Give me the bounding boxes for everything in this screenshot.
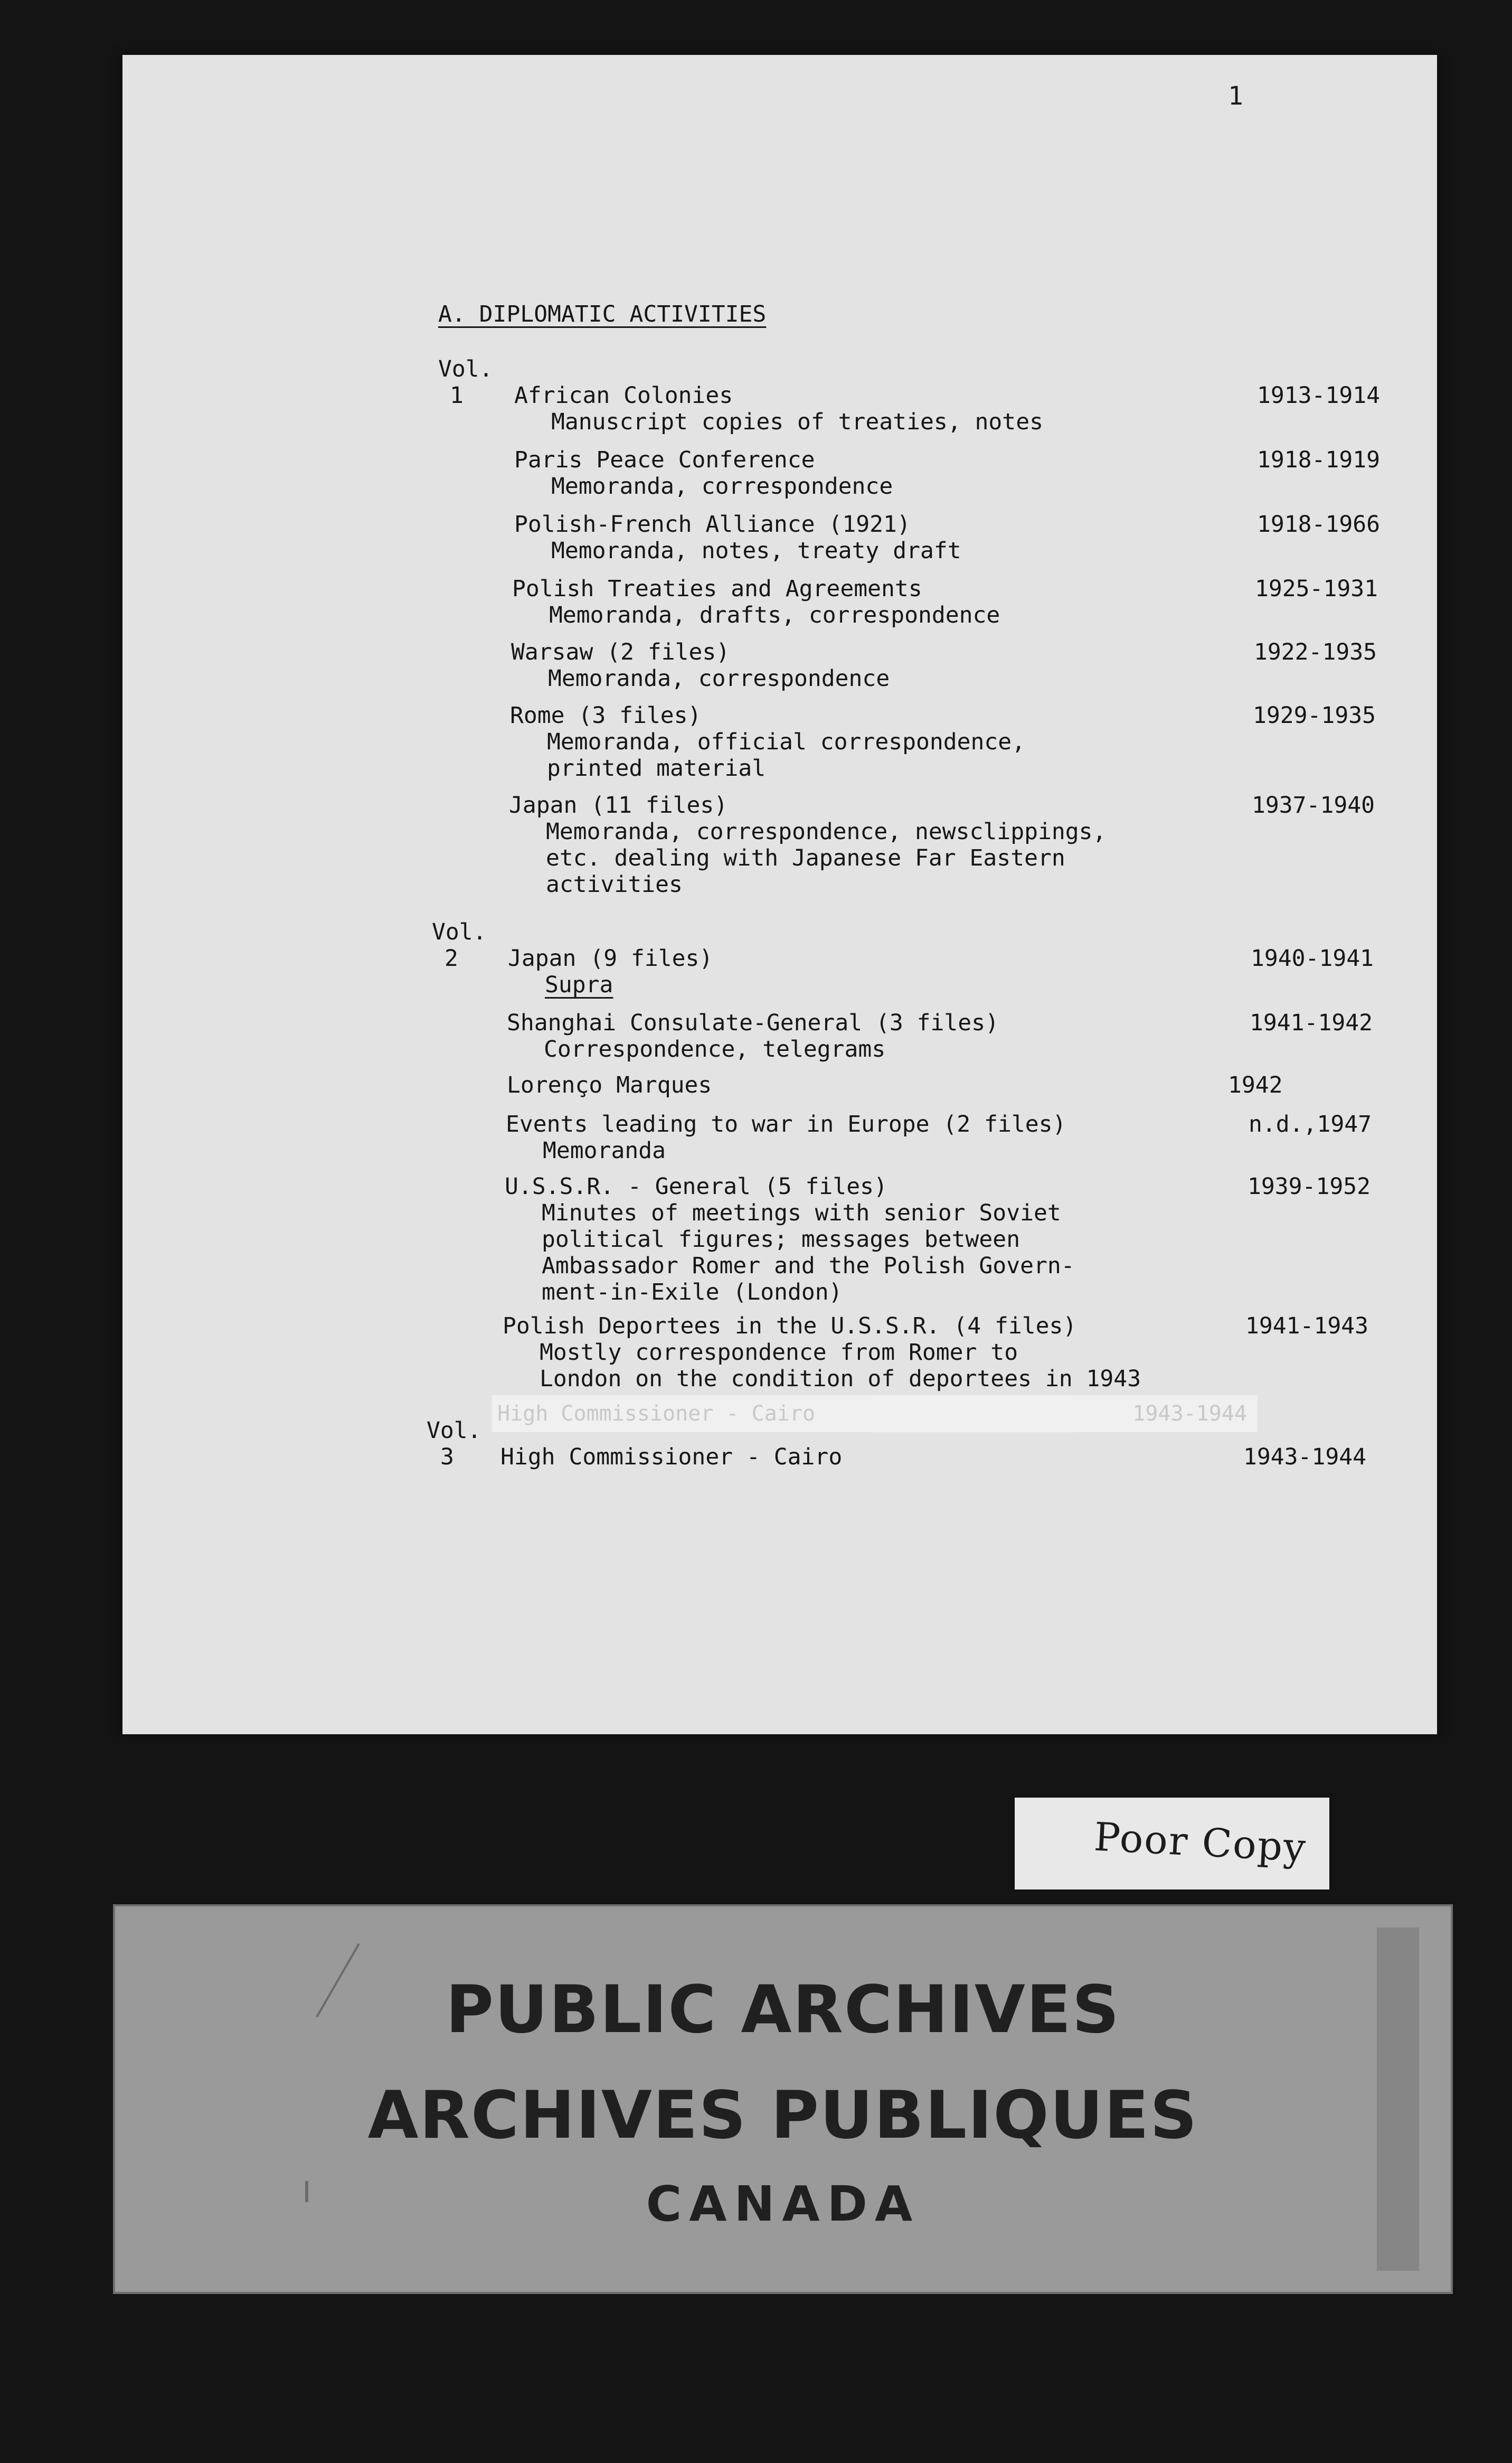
entry-title: Polish-French Alliance (1921) <box>514 511 911 538</box>
list-item <box>500 1444 1366 1470</box>
list-item <box>505 1173 1371 1305</box>
entry-title: U.S.S.R. - General (5 files) <box>505 1173 887 1200</box>
ghost-text-left: High Commissioner - Cairo <box>497 1402 816 1426</box>
ghost-strip <box>492 1395 1258 1432</box>
entry-description: Memoranda, correspondence, newsclippings, etc. dealing with Japanese Far Eastern activities <box>546 819 1107 898</box>
archives-stamp <box>113 1904 1453 2294</box>
entry-title: Japan (9 files) <box>508 945 713 972</box>
entry-title: Paris Peace Conference <box>514 447 815 473</box>
poor-copy-label <box>1015 1798 1329 1889</box>
entry-title: African Colonies <box>514 382 733 409</box>
entry-dates: 1941-1943 <box>1245 1313 1368 1339</box>
entry-description: Memoranda, drafts, correspondence <box>549 602 1000 628</box>
entry-dates: 1925-1931 <box>1255 576 1378 602</box>
list-item <box>507 1010 1373 1063</box>
entry-title: Events leading to war in Europe (2 files) <box>506 1111 1066 1138</box>
volume-label: Vol. <box>427 1417 481 1444</box>
list-item <box>510 702 1376 782</box>
entry-dates: 1913-1914 <box>1257 382 1380 409</box>
entry-description: Memoranda, correspondence <box>548 665 890 692</box>
list-item <box>514 447 1380 500</box>
list-item <box>508 945 1374 998</box>
entry-dates: n.d.,1947 <box>1249 1111 1372 1138</box>
entry-dates: 1940-1941 <box>1251 945 1374 972</box>
entry-description: Memoranda, official correspondence, printed material <box>547 729 1026 782</box>
entry-title: Shanghai Consulate-General (3 files) <box>507 1010 999 1036</box>
entry-dates: 1939-1952 <box>1248 1173 1371 1200</box>
entry-description: Correspondence, telegrams <box>544 1036 886 1063</box>
entry-description: Manuscript copies of treaties, notes <box>551 409 1043 435</box>
entry-title: Polish Deportees in the U.S.S.R. (4 files) <box>503 1313 1077 1339</box>
entry-description: Memoranda, notes, treaty draft <box>551 538 961 564</box>
list-item <box>506 1111 1372 1164</box>
list-item <box>512 576 1378 628</box>
entry-description: Mostly correspondence from Romer to London on the condition of deportees in 1943 <box>540 1339 1141 1392</box>
entry-dates: 1937-1940 <box>1252 792 1375 819</box>
list-item <box>514 511 1380 564</box>
entry-title: Polish Treaties and Agreements <box>512 576 922 602</box>
list-item <box>507 1072 1373 1098</box>
list-item <box>511 639 1377 692</box>
entry-title: Lorenço Marques <box>507 1072 712 1098</box>
entry-description: Memoranda, correspondence <box>551 473 893 500</box>
entry-title: Japan (11 files) <box>509 792 728 819</box>
entry-dates: 1918-1966 <box>1257 511 1380 538</box>
entry-dates: 1929-1935 <box>1253 702 1376 729</box>
entry-title: Warsaw (2 files) <box>511 639 730 665</box>
volume-number: 2 <box>445 945 458 972</box>
entry-dates: 1918-1919 <box>1257 447 1380 473</box>
entry-dates: 1941-1942 <box>1250 1010 1373 1036</box>
poor-copy-text: Poor Copy <box>1093 1814 1308 1871</box>
list-item <box>514 382 1380 435</box>
page-number: 1 <box>1228 81 1243 111</box>
stamp-line-2: ARCHIVES PUBLIQUES <box>367 2077 1198 2154</box>
document-page <box>122 55 1437 1734</box>
stamp-line-1: PUBLIC ARCHIVES <box>446 1972 1120 2048</box>
entry-title: Rome (3 files) <box>510 702 702 729</box>
volume-label: Vol. <box>432 919 487 945</box>
stamp-line-3: CANADA <box>646 2176 920 2232</box>
section-title: A. DIPLOMATIC ACTIVITIES <box>438 301 767 327</box>
volume-number: 3 <box>440 1444 454 1470</box>
list-item <box>503 1313 1368 1392</box>
entry-description: Supra <box>545 972 613 998</box>
list-item <box>509 792 1375 898</box>
entry-description: Minutes of meetings with senior Soviet political figures; messages between Ambassador Romer and the Polish Govern- ment-in-Exile (London) <box>542 1200 1075 1305</box>
entry-dates: 1922-1935 <box>1254 639 1377 665</box>
volume-number: 1 <box>450 382 464 409</box>
volume-label: Vol. <box>438 356 493 382</box>
entry-description: Memoranda <box>543 1138 666 1164</box>
entry-title: High Commissioner - Cairo <box>500 1444 843 1470</box>
entry-dates: 1943-1944 <box>1243 1444 1366 1470</box>
ghost-text-right: 1943-1944 <box>1132 1402 1247 1426</box>
entry-dates: 1942 <box>1228 1072 1283 1098</box>
